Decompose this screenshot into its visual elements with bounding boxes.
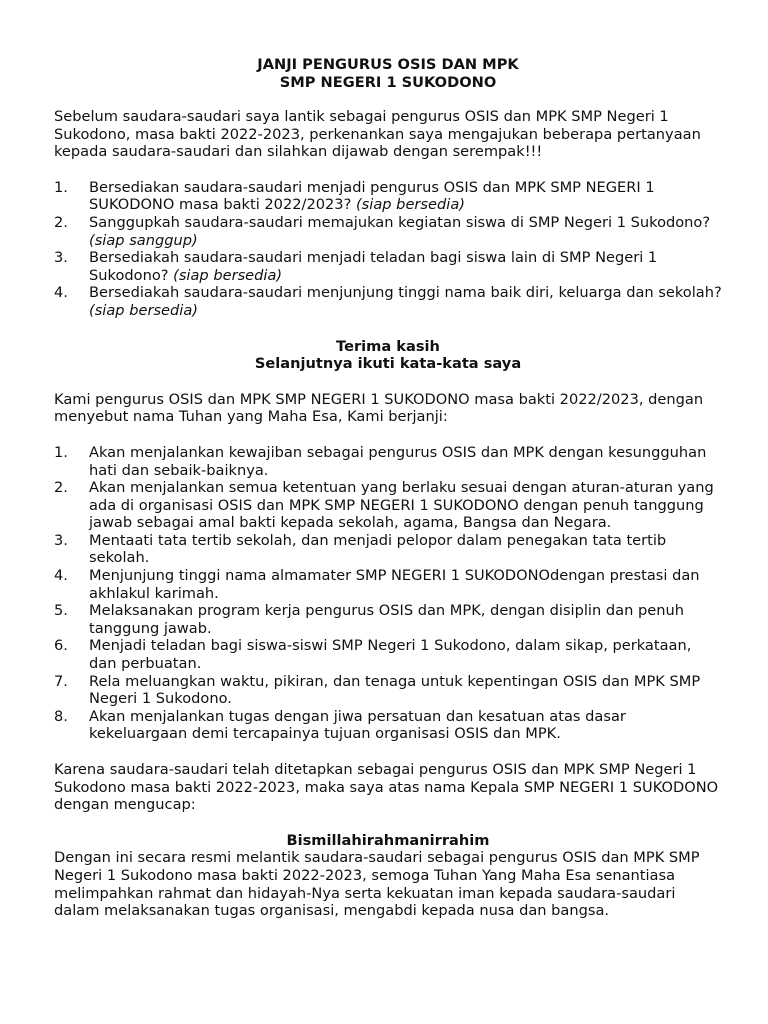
list-item: 5. Melaksanakan program kerja pengurus OSIS dan MPK, dengan disiplin dan penuh tanggung jawab. xyxy=(54,602,684,637)
list-item: 3. Bersediakah saudara-saudari menjadi teladan bagi siswa lain di SMP Negeri 1 Sukodono? (siap bersedia) xyxy=(54,249,658,284)
inauguration-paragraph: Dengan ini secara resmi melantik saudara-saudari sebagai pengurus OSIS dan MPK SMP Negeri 1 Sukodono masa bakti 2022-2023, semoga Tuhan Yang Maha Esa senantiasa melimpahkan rahmat dan hidayah-Nya serta kekuatan iman kepada saudara-saudari dalam melaksanakan tugas organisasi, mengabdi kepada nusa dan bangsa. xyxy=(54,849,700,920)
thanks-line-2: Selanjutnya ikuti kata-kata saya xyxy=(254,355,522,373)
intro-paragraph: Sebelum saudara-saudari saya lantik sebagai pengurus OSIS dan MPK SMP Negeri 1 Sukodono, masa bakti 2022-2023, perkenankan saya mengajukan beberapa pertanyaan kepada saudara-saudari dan silahkan dijawab dengan serempak!!! xyxy=(54,108,701,161)
list-item: 2. Sanggupkah saudara-saudari memajukan kegiatan siswa di SMP Negeri 1 Sukodono? (siap sanggup) xyxy=(54,213,711,249)
pledge-intro-paragraph: Kami pengurus OSIS dan MPK SMP NEGERI 1 SUKODONO masa bakti 2022/2023, dengan menyebut nama Tuhan yang Maha Esa, Kami berjanji: xyxy=(54,390,704,426)
list-item: 6. Menjadi teladan bagi siswa-siswi SMP Negeri 1 Sukodono, dalam sikap, perkataan, dan perbuatan. xyxy=(54,637,692,673)
list-item: 1. Akan menjalankan kewajiban sebagai pengurus OSIS dan MPK dengan kesungguhan hati dan sebaik-baiknya. xyxy=(54,443,707,479)
title-line-1: JANJI PENGURUS OSIS DAN MPK xyxy=(257,56,519,73)
list-item: 3. Mentaati tata tertib sekolah, dan menjadi pelopor dalam penegakan tata tertib sekolah. xyxy=(54,531,667,567)
list-item: 1. Bersediakan saudara-saudari menjadi pengurus OSIS dan MPK SMP NEGERI 1 SUKODONO masa bakti 2022/2023? (siap bersedia) xyxy=(54,178,655,214)
list-item: 4. Bersediakah saudara-saudari menjunjung tinggi nama baik diri, keluarga dan sekolah? (siap bersedia) xyxy=(54,284,722,319)
list-item: 7. Rela meluangkan waktu, pikiran, dan tenaga untuk kepentingan OSIS dan MPK SMP Negeri 1 Sukodono. xyxy=(54,672,701,708)
questions-list xyxy=(54,179,722,320)
document-page xyxy=(54,56,722,920)
document-title xyxy=(54,56,722,92)
thanks-line-1: Terima kasih xyxy=(336,337,440,355)
list-item: 2. Akan menjalankan semua ketentuan yang berlaku sesuai dengan aturan-aturan yang ada di organisasi OSIS dan MPK SMP NEGERI 1 SUKODONO dengan penuh tanggung jawab sebagai amal bakti kepada sekolah, agama, Bangsa dan Negara. xyxy=(54,479,714,532)
list-item: 8. Akan menjalankan tugas dengan jiwa persatuan dan kesatuan atas dasar kekeluargaan demi tercapainya tujuan organisasi OSIS dan MPK. xyxy=(54,707,626,743)
title-line-2: SMP NEGERI 1 SUKODONO xyxy=(279,74,497,91)
pledges-list xyxy=(54,444,722,743)
thanks-heading xyxy=(54,338,722,373)
bismillah-heading: Bismillahirahmanirrahim xyxy=(286,831,490,849)
list-item: 4. Menjunjung tinggi nama almamater SMP NEGERI 1 SUKODONOdengan prestasi dan akhlakul karimah. xyxy=(54,567,700,602)
closing-paragraph: Karena saudara-saudari telah ditetapkan sebagai pengurus OSIS dan MPK SMP Negeri 1 Sukodono masa bakti 2022-2023, maka saya atas nama Kepala SMP NEGERI 1 SUKODONO dengan mengucap: xyxy=(54,761,719,814)
